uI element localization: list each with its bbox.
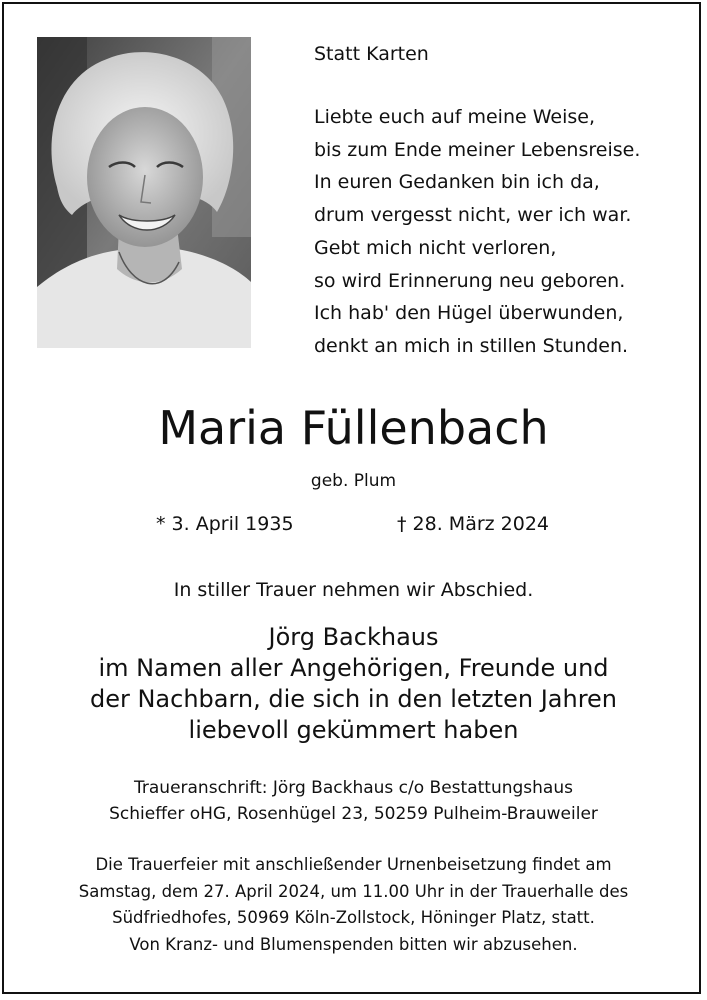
deceased-name: Maria Füllenbach bbox=[158, 401, 549, 455]
ceremony-line: Samstag, dem 27. April 2024, um 11.00 Uhr in der Trauerhalle des bbox=[78, 881, 629, 901]
statt-karten-label: Statt Karten bbox=[314, 43, 429, 65]
ceremony-info bbox=[0, 852, 707, 958]
mourners-line: im Namen aller Angehörigen, Freunde und bbox=[98, 654, 609, 682]
ceremony-line: Die Trauerfeier mit anschließender Urnenbeisetzung findet am bbox=[95, 855, 612, 874]
poem-line: bis zum Ende meiner Lebensreise. bbox=[314, 138, 641, 161]
mourning-address bbox=[0, 775, 707, 827]
poem bbox=[314, 101, 640, 363]
birth-name: geb. Plum bbox=[310, 471, 397, 491]
poem-line: Liebte euch auf meine Weise, bbox=[314, 106, 595, 128]
ceremony-line: Südfriedhofes, 50969 Köln-Zollstock, Höninger Platz, statt. bbox=[112, 908, 595, 927]
mourners-line: liebevoll gekümmert haben bbox=[188, 716, 519, 744]
poem-line: Ich hab' den Hügel überwunden, bbox=[314, 302, 624, 325]
farewell-line: In stiller Trauer nehmen wir Abschied. bbox=[173, 579, 534, 601]
birth-date: * 3. April 1935 bbox=[156, 513, 294, 535]
poem-line: denkt an mich in stillen Stunden. bbox=[314, 334, 629, 357]
mourner-name: Jörg Backhaus bbox=[268, 623, 439, 651]
ceremony-line: Von Kranz- und Blumenspenden bitten wir abzusehen. bbox=[129, 934, 578, 954]
poem-line: so wird Erinnerung neu geboren. bbox=[314, 269, 626, 292]
mourners-line: der Nachbarn, die sich in den letzten Jahren bbox=[89, 685, 618, 713]
poem-line: In euren Gedanken bin ich da, bbox=[314, 171, 600, 194]
portrait-photo bbox=[37, 37, 251, 348]
poem-line: Gebt mich nicht verloren, bbox=[314, 236, 557, 259]
poem-line: drum vergesst nicht, wer ich war. bbox=[314, 204, 632, 227]
address-line: Traueranschrift: Jörg Backhaus c/o Bestattungshaus bbox=[134, 778, 573, 798]
death-date: † 28. März 2024 bbox=[397, 513, 550, 535]
address-line: Schieffer oHG, Rosenhügel 23, 50259 Pulheim-Brauweiler bbox=[109, 804, 598, 824]
mourners-block bbox=[0, 622, 707, 746]
